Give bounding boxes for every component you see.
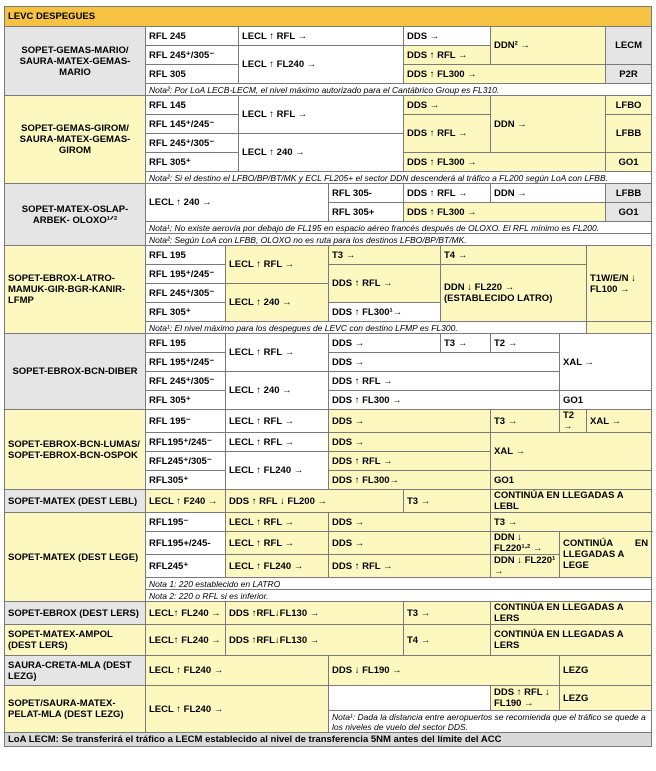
sector-cell: DDS ↑ FL300 → xyxy=(404,153,606,172)
continue-word: EN xyxy=(634,538,649,549)
sector-cell: LECL↑ FL240 → xyxy=(146,602,226,625)
note: Nota²: Según LoA con LFBB, OLOXO no es ruta para los destinos LFBO/BP/BT/MK. xyxy=(146,234,652,246)
route-name: SOPET-MATEX-OSLAP-ARBEK- OLOXO¹ᐟ² xyxy=(5,184,146,246)
route-name: SOPET-GEMAS-MARIO/ SAURA-MATEX-GEMAS-MARIO xyxy=(5,27,146,96)
sector-cell: DDN → xyxy=(491,184,606,203)
sector-cell: DDS ↑ RFL → xyxy=(404,115,491,153)
sector-cell: DDN² → xyxy=(491,27,606,65)
sector-cell: DDS ↑ FL300 → xyxy=(404,65,606,84)
destination-cell: GO1 xyxy=(560,391,652,410)
sector-cell: DDS ↑ FL300→ xyxy=(329,471,491,490)
rfl-cell: RFL 305- xyxy=(329,184,404,203)
continue-lege-cell xyxy=(560,532,652,578)
route-name: SOPET-EBROX-LATRO-MAMUK-GIR-BGR-KANIR-LFMP xyxy=(5,246,146,334)
rfl-cell: RFL 305⁺ xyxy=(146,391,226,410)
sector-cell: DDS ↑ RFL → xyxy=(329,452,491,471)
sector-cell: T1W/E/N ↓ FL100 → xyxy=(587,246,652,322)
sector-cell: DDS → xyxy=(329,532,491,555)
sector-cell: DDS ↑ RFL → xyxy=(404,184,491,203)
sector-cell: LECL ↑ FL240 → xyxy=(239,46,404,84)
sector-cell: DDS → xyxy=(404,27,491,46)
sector-cell: XAL → xyxy=(560,334,652,391)
rfl-cell: RFL245⁺/305⁻ xyxy=(146,452,226,471)
sector-cell: DDS ↑ RFL ↓ FL200 → xyxy=(226,490,404,513)
sector-cell: LECL ↑ 240 → xyxy=(226,372,329,410)
destination-cell: GO1 xyxy=(491,471,652,490)
sector-cell: T3 → xyxy=(404,602,491,625)
rfl-cell: RFL 195 xyxy=(146,334,226,353)
route-name: SOPET-EBROX-BCN-LUMAS/ SOPET-EBROX-BCN-OSPOK xyxy=(5,410,146,490)
destination-cell: LFBB xyxy=(606,184,652,203)
route-name: SOPET-MATEX (DEST LEBL) xyxy=(5,490,146,513)
sector-cell: LECL ↑ FL240 → xyxy=(146,656,329,686)
destination-cell: LEZG xyxy=(560,686,652,711)
sector-cell: LECL ↑ FL240 → xyxy=(226,452,329,490)
sector-cell: XAL → xyxy=(491,433,652,471)
rfl-cell: RFL 245⁺/305⁻ xyxy=(146,284,226,303)
sector-cell: LECL ↑ RFL → xyxy=(226,513,329,532)
rfl-cell: RFL195⁺/245⁻ xyxy=(146,433,226,452)
route-name: SOPET-MATEX (DEST LEGE) xyxy=(5,513,146,602)
rfl-cell: RFL 195⁺/245⁻ xyxy=(146,353,226,372)
sector-cell: DDS ↑ RFL → xyxy=(329,555,491,578)
sector-cell: LECL ↑ RFL → xyxy=(239,96,404,134)
sector-cell: DDS → xyxy=(329,334,441,353)
sector-cell: T2 → xyxy=(560,410,587,433)
sector-cell: LECL ↑ 240 → xyxy=(239,134,404,172)
sector-cell: DDN ↓ FL220 → (ESTABLECIDO LATRO) xyxy=(441,265,587,322)
sector-cell: LECL ↑ RFL → xyxy=(226,433,329,452)
sector-cell: LECL↑ FL240 → xyxy=(146,625,226,656)
sector-cell: LECL ↑ 240 → xyxy=(146,184,329,222)
sector-cell: CONTINÚA EN LLEGADAS A LEBL xyxy=(491,490,652,513)
sector-cell: T3 → xyxy=(404,490,491,513)
sector-cell: T3 → xyxy=(491,410,560,433)
note: Nota¹: El nivel máximo para los despegues de LEVC con destino LFMP es FL300. xyxy=(146,322,587,334)
sector-cell: T3 → xyxy=(491,513,652,532)
rfl-cell: RFL 245⁺/305⁻ xyxy=(146,372,226,391)
sector-cell: T4 → xyxy=(441,246,587,265)
sector-cell: LECL ↑ F240 → xyxy=(146,490,226,513)
continue-word: CONTINÚA xyxy=(563,538,613,549)
sector-cell: LECL ↑ RFL → xyxy=(226,246,329,284)
sector-cell: DDS → xyxy=(404,96,491,115)
footer-note: LoA LECM: Se transferirá el tráfico a LECM establecido al nivel de transferencia 5NM antes del límite del ACC xyxy=(5,733,652,747)
sector-cell: LECL ↑ 240 → xyxy=(226,284,329,322)
route-name: SOPET-EBROX-BCN-DIBER xyxy=(5,334,146,410)
rfl-cell: RFL 305⁺ xyxy=(146,153,239,172)
destination-cell: LEZG xyxy=(560,656,652,686)
sector-cell: LECL ↑ RFL → xyxy=(239,27,404,46)
sector-cell: LECL ↑ RFL → xyxy=(226,532,329,555)
sector-cell: T3 → xyxy=(441,334,491,353)
rfl-cell: RFL 195⁺/245⁻ xyxy=(146,265,226,284)
rfl-cell: RFL 305⁺ xyxy=(146,303,226,322)
route-name: SOPET-EBROX (DEST LERS) xyxy=(5,602,146,625)
rfl-cell: RFL 245 xyxy=(146,27,239,46)
destination-cell: LECM xyxy=(606,27,652,65)
rfl-cell: RFL 195 xyxy=(146,246,226,265)
sector-cell: T2 → xyxy=(491,334,560,353)
rfl-cell: RFL 245⁺/305⁻ xyxy=(146,46,239,65)
sector-cell: DDS ↑ RFL ↓ FL190 → xyxy=(491,686,560,711)
route-name: SOPET/SAURA-MATEX-PELAT-MLA (DEST LEZG) xyxy=(5,686,146,733)
note: Nota 1: 220 establecido en LATRO xyxy=(146,578,652,590)
rfl-cell: RFL 305+ xyxy=(329,203,404,222)
sector-cell: DDS → xyxy=(329,433,491,452)
sector-cell: CONTINÚA EN LLEGADAS A LERS xyxy=(491,625,652,656)
empty-cell xyxy=(329,686,491,711)
sector-cell: DDN ↓ FL220¹ᐧ² → xyxy=(491,532,560,555)
note: Nota²: Por LoA LECB-LECM, el nivel máximo autorizado para el Cantábrico Group es FL310. xyxy=(146,84,652,96)
sector-cell: CONTINÚA EN LLEGADAS A LERS xyxy=(491,602,652,625)
continue-rest: LLEGADAS A LEGE xyxy=(563,549,625,571)
sector-cell: DDS ↑ RFL → xyxy=(404,46,491,65)
route-name: SAURA-CRETA-MLA (DEST LEZG) xyxy=(5,656,146,686)
sector-cell: DDS ↓ FL190 → xyxy=(329,656,560,686)
empty-cell xyxy=(587,322,652,334)
sector-cell: DDS → xyxy=(329,513,491,532)
destination-cell: GO1 xyxy=(606,153,652,172)
note: Nota¹: No existe aerovía por debajo de FL195 en espacio aéreo francés después de OLOXO. El RFL mínimo es FL200. xyxy=(146,222,652,234)
destination-cell: P2R xyxy=(606,65,652,84)
sector-cell: DDN → xyxy=(491,96,606,153)
sector-cell: LECL ↑ RFL → xyxy=(226,410,329,433)
note: Nota¹: Dada la distancia entre aeropuertos se recomienda que el tráfico se quede a los niveles de vuelo del sector DDS. xyxy=(329,711,652,733)
sector-cell: DDN ↓ FL220¹ → xyxy=(491,555,560,578)
destination-cell: LFBB xyxy=(606,115,652,153)
table-header: LEVC DESPEGUES xyxy=(5,7,652,27)
rfl-cell: RFL 305 xyxy=(146,65,239,84)
sector-cell: DDS → xyxy=(329,410,491,433)
sector-cell: DDS ↑ FL300 → xyxy=(404,203,606,222)
rfl-cell: RFL195⁻ xyxy=(146,513,226,532)
sector-cell: DDS ↑RFL↓FL130 → xyxy=(226,602,404,625)
sector-cell: DDS ↑ RFL → xyxy=(329,265,441,303)
sector-cell: T4 → xyxy=(404,625,491,656)
rfl-cell: RFL195+/245- xyxy=(146,532,226,555)
sector-cell: DDS ↑RFL↓FL130 → xyxy=(226,625,404,656)
sector-cell: T3 → xyxy=(329,246,441,265)
rfl-cell: RFL 245⁺/305⁻ xyxy=(146,134,239,153)
route-name: SOPET-GEMAS-GIROM/ SAURA-MATEX-GEMAS-GIROM xyxy=(5,96,146,184)
rfl-cell: RFL 195⁻ xyxy=(146,410,226,433)
note: Nota 2: 220 o RFL si es inferior. xyxy=(146,590,652,602)
rfl-cell: RFL245⁺ xyxy=(146,555,226,578)
sector-cell: DDS ↑ FL300 → xyxy=(329,391,560,410)
sector-cell: LECL ↑ RFL → xyxy=(226,334,329,372)
sector-cell: LECL ↑ FL240 → xyxy=(146,686,329,733)
sector-cell: LECL ↑ FL240 → xyxy=(226,555,329,578)
route-name: SOPET-MATEX-AMPOL (DEST LERS) xyxy=(5,625,146,656)
sector-cell: DDS ↑ FL300¹→ xyxy=(329,303,441,322)
rfl-cell: RFL 145⁺/245⁻ xyxy=(146,115,239,134)
levc-departures-table xyxy=(4,6,652,747)
rfl-cell: RFL305⁺ xyxy=(146,471,226,490)
sector-cell: XAL → xyxy=(587,410,652,433)
sector-cell: DDS ↑ RFL → xyxy=(329,372,560,391)
destination-cell: LFBO xyxy=(606,96,652,115)
destination-cell: GO1 xyxy=(606,203,652,222)
note: Nota²: Si el destino el LFBO/BP/BT/MK y ECL FL205+ el sector DDN descenderá al tráfico a FL200 según LoA con LFBB. xyxy=(146,172,652,184)
rfl-cell: RFL 145 xyxy=(146,96,239,115)
sector-cell: DDS → xyxy=(329,353,560,372)
